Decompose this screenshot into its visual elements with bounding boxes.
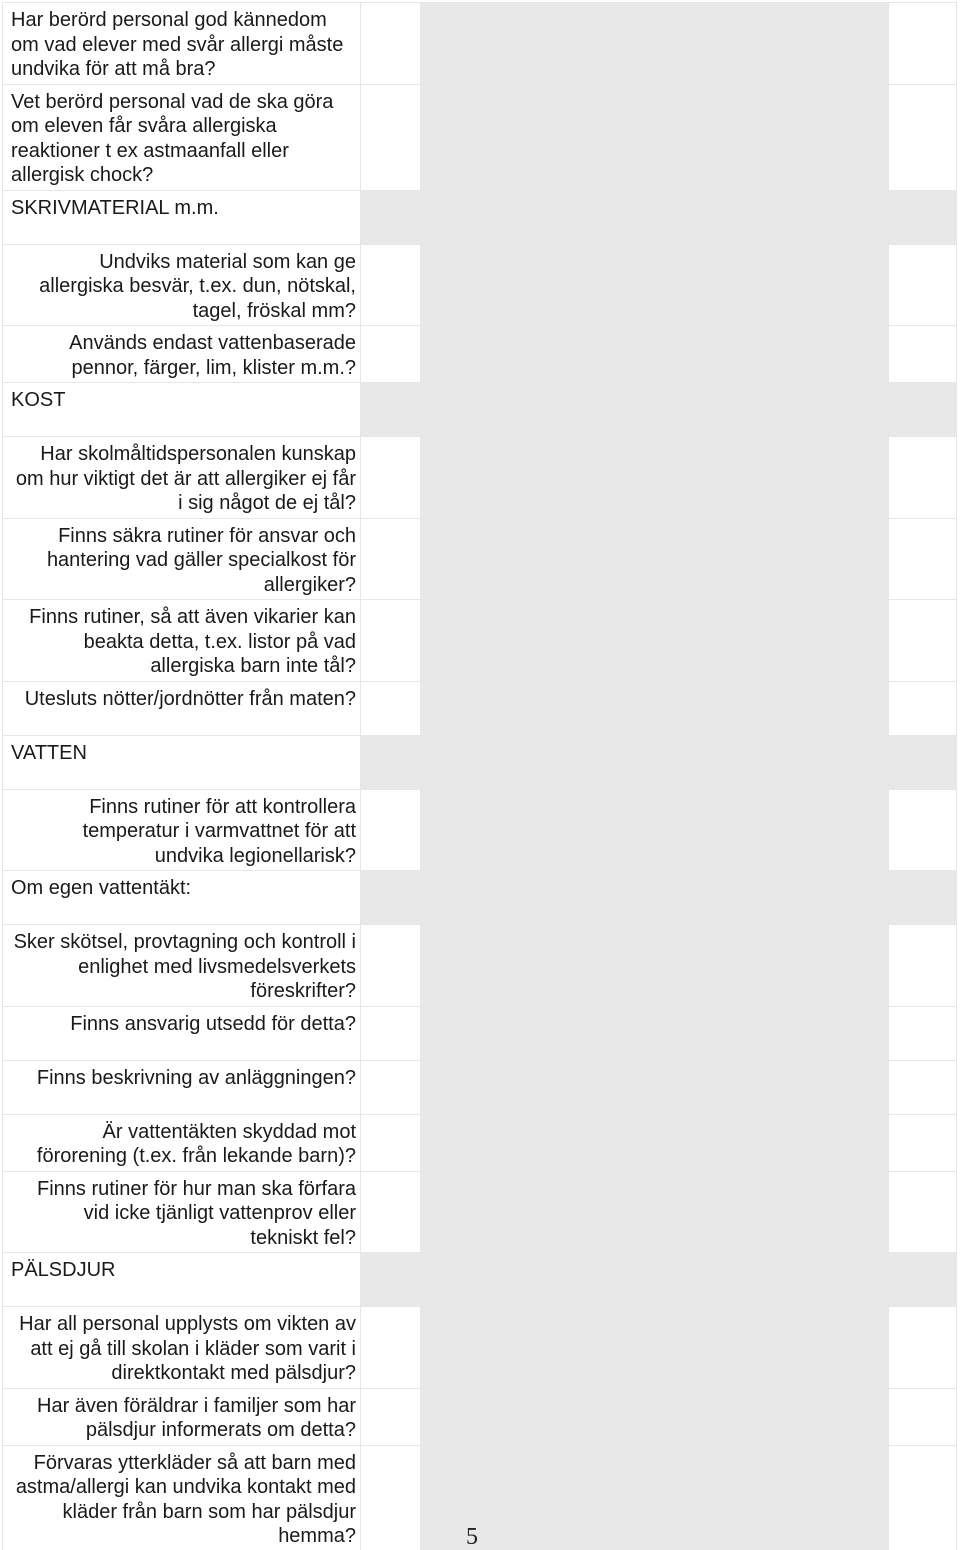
checklist-row <box>3 1388 957 1445</box>
checklist-row <box>3 1307 957 1389</box>
question-cell: Har skolmåltidspersonalen kunskap om hur viktigt det är att allergiker ej får i sig något de ej tål? <box>3 437 361 519</box>
answer-box <box>361 190 421 244</box>
checklist-row <box>3 600 957 682</box>
question-cell: Finns ansvarig utsedd för detta? <box>3 1006 361 1060</box>
answer-box[interactable] <box>361 1388 421 1445</box>
checklist-row <box>3 1006 957 1060</box>
comment-cell[interactable] <box>421 326 889 383</box>
answer-box[interactable] <box>361 1006 421 1060</box>
checklist-row <box>3 1060 957 1114</box>
check-box[interactable] <box>889 326 957 383</box>
checklist-row <box>3 518 957 600</box>
comment-cell <box>421 735 889 789</box>
question-cell: Finns rutiner för hur man ska förfara vid icke tjänligt vattenprov eller tekniskt fel? <box>3 1171 361 1253</box>
check-box <box>889 190 957 244</box>
answer-box[interactable] <box>361 244 421 326</box>
answer-box[interactable] <box>361 1171 421 1253</box>
comment-cell <box>421 383 889 437</box>
check-box <box>889 871 957 925</box>
question-cell: Förvaras ytterkläder så att barn med astma/allergi kan undvika kontakt med kläder från barn som har pälsdjur hemma? <box>3 1445 361 1550</box>
check-box <box>889 383 957 437</box>
question-cell: Undviks material som kan ge allergiska besvär, t.ex. dun, nötskal, tagel, fröskal mm? <box>3 244 361 326</box>
answer-box[interactable] <box>361 600 421 682</box>
answer-box[interactable] <box>361 84 421 190</box>
comment-cell[interactable] <box>421 1445 889 1550</box>
question-cell: Används endast vattenbaserade pennor, färger, lim, klister m.m.? <box>3 326 361 383</box>
check-box[interactable] <box>889 1114 957 1171</box>
checklist-row <box>3 244 957 326</box>
answer-box[interactable] <box>361 1307 421 1389</box>
check-box[interactable] <box>889 925 957 1007</box>
check-box[interactable] <box>889 1060 957 1114</box>
checklist-row <box>3 925 957 1007</box>
question-cell: Är vattentäkten skyddad mot förorening (t.ex. från lekande barn)? <box>3 1114 361 1171</box>
question-cell: Har all personal upplysts om vikten av att ej gå till skolan i kläder som varit i direktkontakt med pälsdjur? <box>3 1307 361 1389</box>
answer-box[interactable] <box>361 925 421 1007</box>
checklist-row <box>3 326 957 383</box>
question-cell: Sker skötsel, provtagning och kontroll i enlighet med livsmedelsverkets föreskrifter? <box>3 925 361 1007</box>
checklist-row <box>3 3 957 85</box>
section-heading-row <box>3 735 957 789</box>
check-box[interactable] <box>889 437 957 519</box>
comment-cell[interactable] <box>421 789 889 871</box>
question-cell: Finns rutiner, så att även vikarier kan beakta detta, t.ex. listor på vad allergiska barn inte tål? <box>3 600 361 682</box>
check-box[interactable] <box>889 789 957 871</box>
checklist-row <box>3 1114 957 1171</box>
checklist-row <box>3 84 957 190</box>
checklist-row <box>3 437 957 519</box>
section-heading: SKRIVMATERIAL m.m. <box>3 190 361 244</box>
comment-cell[interactable] <box>421 3 889 85</box>
allergy-checklist-table <box>2 2 957 1550</box>
check-box[interactable] <box>889 1388 957 1445</box>
answer-box <box>361 1253 421 1307</box>
answer-box[interactable] <box>361 1445 421 1550</box>
checklist-row <box>3 1171 957 1253</box>
section-heading: Om egen vattentäkt: <box>3 871 361 925</box>
section-heading: KOST <box>3 383 361 437</box>
answer-box[interactable] <box>361 681 421 735</box>
check-box[interactable] <box>889 3 957 85</box>
comment-cell[interactable] <box>421 1307 889 1389</box>
comment-cell[interactable] <box>421 518 889 600</box>
check-box[interactable] <box>889 681 957 735</box>
answer-box[interactable] <box>361 789 421 871</box>
comment-cell[interactable] <box>421 437 889 519</box>
checklist-row <box>3 1445 957 1550</box>
question-cell: Utesluts nötter/jordnötter från maten? <box>3 681 361 735</box>
comment-cell <box>421 190 889 244</box>
question-cell: Finns beskrivning av anläggningen? <box>3 1060 361 1114</box>
checklist-row <box>3 789 957 871</box>
answer-box[interactable] <box>361 3 421 85</box>
check-box[interactable] <box>889 84 957 190</box>
question-cell: Har berörd personal god kännedom om vad elever med svår allergi måste undvika för att må bra? <box>3 3 361 85</box>
comment-cell[interactable] <box>421 244 889 326</box>
section-heading: VATTEN <box>3 735 361 789</box>
answer-box <box>361 383 421 437</box>
comment-cell <box>421 871 889 925</box>
page-number: 5 <box>466 1524 478 1550</box>
check-box[interactable] <box>889 600 957 682</box>
check-box[interactable] <box>889 1307 957 1389</box>
check-box[interactable] <box>889 1171 957 1253</box>
check-box <box>889 1253 957 1307</box>
question-cell: Har även föräldrar i familjer som har pälsdjur informerats om detta? <box>3 1388 361 1445</box>
comment-cell <box>421 1253 889 1307</box>
answer-box <box>361 871 421 925</box>
comment-cell[interactable] <box>421 925 889 1007</box>
answer-box[interactable] <box>361 437 421 519</box>
answer-box[interactable] <box>361 518 421 600</box>
comment-cell[interactable] <box>421 1171 889 1253</box>
question-cell: Vet berörd personal vad de ska göra om eleven får svåra allergiska reaktioner t ex astmaanfall eller allergisk chock? <box>3 84 361 190</box>
question-cell: Finns rutiner för att kontrollera temperatur i varmvattnet för att undvika legionellarisk? <box>3 789 361 871</box>
check-box[interactable] <box>889 244 957 326</box>
section-heading-row <box>3 190 957 244</box>
checklist-row <box>3 681 957 735</box>
answer-box[interactable] <box>361 326 421 383</box>
comment-cell[interactable] <box>421 681 889 735</box>
section-heading-row <box>3 383 957 437</box>
answer-box <box>361 735 421 789</box>
answer-box[interactable] <box>361 1060 421 1114</box>
section-heading-row <box>3 1253 957 1307</box>
comment-cell[interactable] <box>421 1388 889 1445</box>
question-cell: Finns säkra rutiner för ansvar och hantering vad gäller specialkost för allergiker? <box>3 518 361 600</box>
comment-cell[interactable] <box>421 1060 889 1114</box>
section-heading: PÄLSDJUR <box>3 1253 361 1307</box>
comment-cell[interactable] <box>421 600 889 682</box>
comment-cell[interactable] <box>421 1114 889 1171</box>
comment-cell[interactable] <box>421 1006 889 1060</box>
check-box <box>889 735 957 789</box>
check-box[interactable] <box>889 518 957 600</box>
answer-box[interactable] <box>361 1114 421 1171</box>
section-heading-row <box>3 871 957 925</box>
check-box[interactable] <box>889 1445 957 1550</box>
check-box[interactable] <box>889 1006 957 1060</box>
comment-cell[interactable] <box>421 84 889 190</box>
